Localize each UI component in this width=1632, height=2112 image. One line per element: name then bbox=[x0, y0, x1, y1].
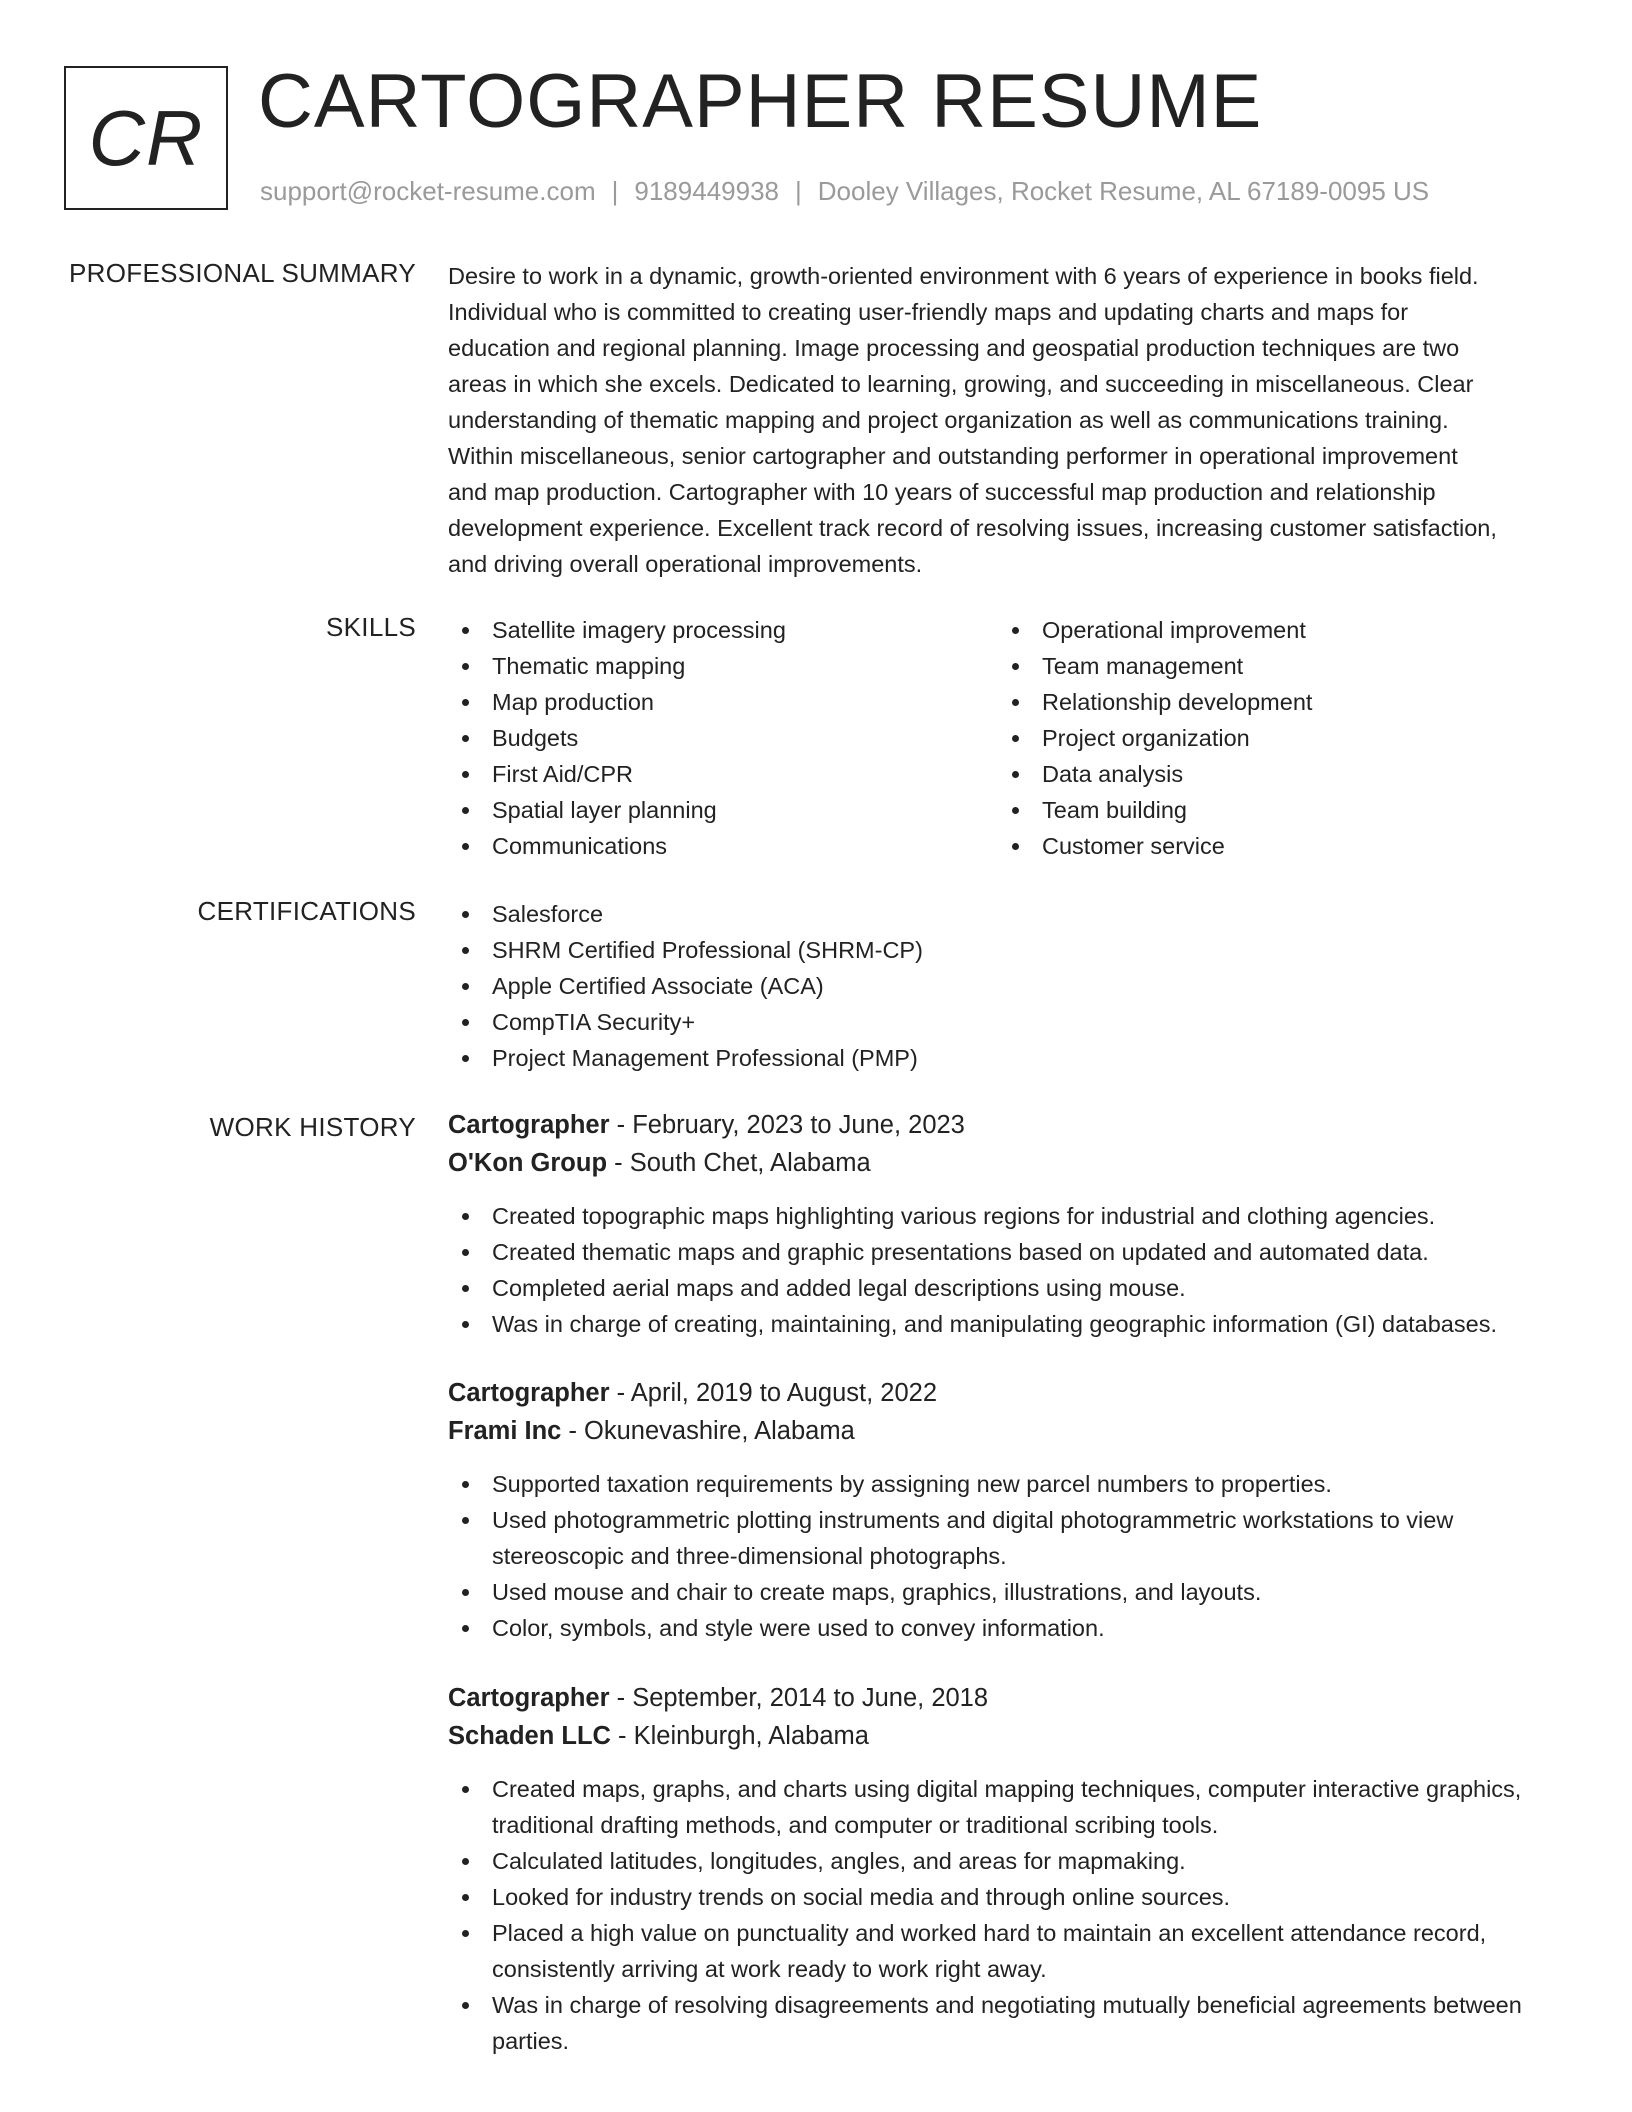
summary-line: Desire to work in a dynamic, growth-oriented environment with 6 years of experience in books field. bbox=[448, 263, 1479, 289]
contact-phone[interactable]: 9189449938 bbox=[634, 176, 779, 206]
skills-list-right bbox=[998, 612, 1548, 864]
job-bullet: Was in charge of resolving disagreements and negotiating mutually beneficial agreements between parties. bbox=[448, 1987, 1568, 2059]
job-bullet: Color, symbols, and style were used to convey information. bbox=[448, 1610, 1568, 1646]
skill-item: Team management bbox=[998, 648, 1548, 684]
job-bullet: Created thematic maps and graphic presentations based on updated and automated data. bbox=[448, 1234, 1568, 1270]
job-bullet: Used photogrammetric plotting instruments and digital photogrammetric workstations to view stereoscopic and three-dimensional photographs. bbox=[448, 1502, 1568, 1574]
job-entry bbox=[448, 1106, 1568, 1342]
certification-item: SHRM Certified Professional (SHRM-CP) bbox=[448, 932, 1568, 968]
skill-item: Team building bbox=[998, 792, 1548, 828]
section-label-summary: PROFESSIONAL SUMMARY bbox=[69, 258, 416, 288]
job-bullet: Placed a high value on punctuality and worked hard to maintain an excellent attendance record, consistently arriving at work ready to work right away. bbox=[448, 1915, 1568, 1987]
job-company: Schaden LLC bbox=[448, 1722, 611, 1750]
job-company-line bbox=[448, 1144, 1568, 1182]
certifications-body bbox=[448, 896, 1568, 1076]
job-company: Frami Inc bbox=[448, 1417, 562, 1445]
section-label-skills: SKILLS bbox=[326, 612, 416, 642]
job-bullets bbox=[448, 1771, 1568, 2059]
skill-item: Map production bbox=[448, 684, 998, 720]
certification-item: Salesforce bbox=[448, 896, 1568, 932]
certifications-list bbox=[448, 896, 1568, 1076]
job-entry bbox=[448, 1374, 1568, 1646]
skill-item: Operational improvement bbox=[998, 612, 1548, 648]
job-title-line bbox=[448, 1374, 1568, 1412]
summary-line: and map production. Cartographer with 10 years of successful map production and relationship bbox=[448, 479, 1436, 505]
summary-text bbox=[448, 258, 1568, 582]
summary-line: and driving overall operational improvements. bbox=[448, 551, 923, 577]
contact-address: Dooley Villages, Rocket Resume, AL 67189-0095 US bbox=[817, 176, 1430, 206]
skill-item: Thematic mapping bbox=[448, 648, 998, 684]
section-label-work-history: WORK HISTORY bbox=[209, 1112, 416, 1142]
job-title-line bbox=[448, 1679, 1568, 1717]
job-company-line bbox=[448, 1717, 1568, 1755]
job-dates: - April, 2019 to August, 2022 bbox=[609, 1379, 938, 1407]
skill-item: First Aid/CPR bbox=[448, 756, 998, 792]
job-title: Cartographer bbox=[448, 1111, 610, 1139]
job-bullet: Supported taxation requirements by assigning new parcel numbers to properties. bbox=[448, 1466, 1568, 1502]
summary-line: understanding of thematic mapping and project organization as well as communications training. bbox=[448, 407, 1449, 433]
job-dates: - February, 2023 to June, 2023 bbox=[609, 1111, 965, 1139]
skill-item: Communications bbox=[448, 828, 998, 864]
job-entry bbox=[448, 1679, 1568, 2059]
job-bullet: Completed aerial maps and added legal descriptions using mouse. bbox=[448, 1270, 1568, 1306]
summary-line: areas in which she excels. Dedicated to learning, growing, and succeeding in miscellaneous. Clear bbox=[448, 371, 1474, 397]
job-dates: - September, 2014 to June, 2018 bbox=[609, 1684, 989, 1712]
summary-line: education and regional planning. Image processing and geospatial production techniques are two bbox=[448, 335, 1460, 361]
job-bullet: Calculated latitudes, longitudes, angles, and areas for mapmaking. bbox=[448, 1843, 1568, 1879]
skill-item: Spatial layer planning bbox=[448, 792, 998, 828]
certification-item: Project Management Professional (PMP) bbox=[448, 1040, 1568, 1076]
skill-item: Project organization bbox=[998, 720, 1548, 756]
job-bullet: Created topographic maps highlighting various regions for industrial and clothing agencies. bbox=[448, 1198, 1568, 1234]
page-title: CARTOGRAPHER RESUME bbox=[258, 59, 1263, 144]
contact-email[interactable]: support@rocket-resume.com bbox=[260, 176, 596, 206]
job-title: Cartographer bbox=[448, 1684, 610, 1712]
skill-item: Customer service bbox=[998, 828, 1548, 864]
certification-item: CompTIA Security+ bbox=[448, 1004, 1568, 1040]
summary-line: Individual who is committed to creating user-friendly maps and updating charts and maps for bbox=[448, 299, 1409, 325]
section-label-certifications: CERTIFICATIONS bbox=[197, 896, 416, 926]
job-title: Cartographer bbox=[448, 1379, 610, 1407]
contact-line bbox=[260, 176, 1429, 207]
job-company: O'Kon Group bbox=[448, 1149, 608, 1177]
skill-item: Satellite imagery processing bbox=[448, 612, 998, 648]
contact-separator: | bbox=[795, 176, 802, 206]
job-location: - Okunevashire, Alabama bbox=[561, 1417, 855, 1445]
job-bullet: Created maps, graphs, and charts using digital mapping techniques, computer interactive graphics, traditional drafting methods, and computer or traditional scribing tools. bbox=[448, 1771, 1568, 1843]
job-bullet: Looked for industry trends on social media and through online sources. bbox=[448, 1879, 1568, 1915]
monogram-logo: CR bbox=[64, 66, 228, 210]
job-bullets bbox=[448, 1198, 1568, 1342]
job-title-line bbox=[448, 1106, 1568, 1144]
job-location: - South Chet, Alabama bbox=[607, 1149, 871, 1177]
summary-line: development experience. Excellent track record of resolving issues, increasing customer satisfaction, bbox=[448, 515, 1497, 541]
skill-item: Relationship development bbox=[998, 684, 1548, 720]
certification-item: Apple Certified Associate (ACA) bbox=[448, 968, 1568, 1004]
skill-item: Budgets bbox=[448, 720, 998, 756]
job-company-line bbox=[448, 1412, 1568, 1450]
skills-columns bbox=[448, 612, 1568, 864]
job-bullets bbox=[448, 1466, 1568, 1646]
job-bullet: Was in charge of creating, maintaining, and manipulating geographic information (GI) databases. bbox=[448, 1306, 1568, 1342]
skills-list-left bbox=[448, 612, 998, 864]
skill-item: Data analysis bbox=[998, 756, 1548, 792]
summary-line: Within miscellaneous, senior cartographer and outstanding performer in operational improvement bbox=[448, 443, 1458, 469]
contact-separator: | bbox=[611, 176, 619, 206]
job-location: - Kleinburgh, Alabama bbox=[610, 1722, 869, 1750]
job-bullet: Used mouse and chair to create maps, graphics, illustrations, and layouts. bbox=[448, 1574, 1568, 1610]
